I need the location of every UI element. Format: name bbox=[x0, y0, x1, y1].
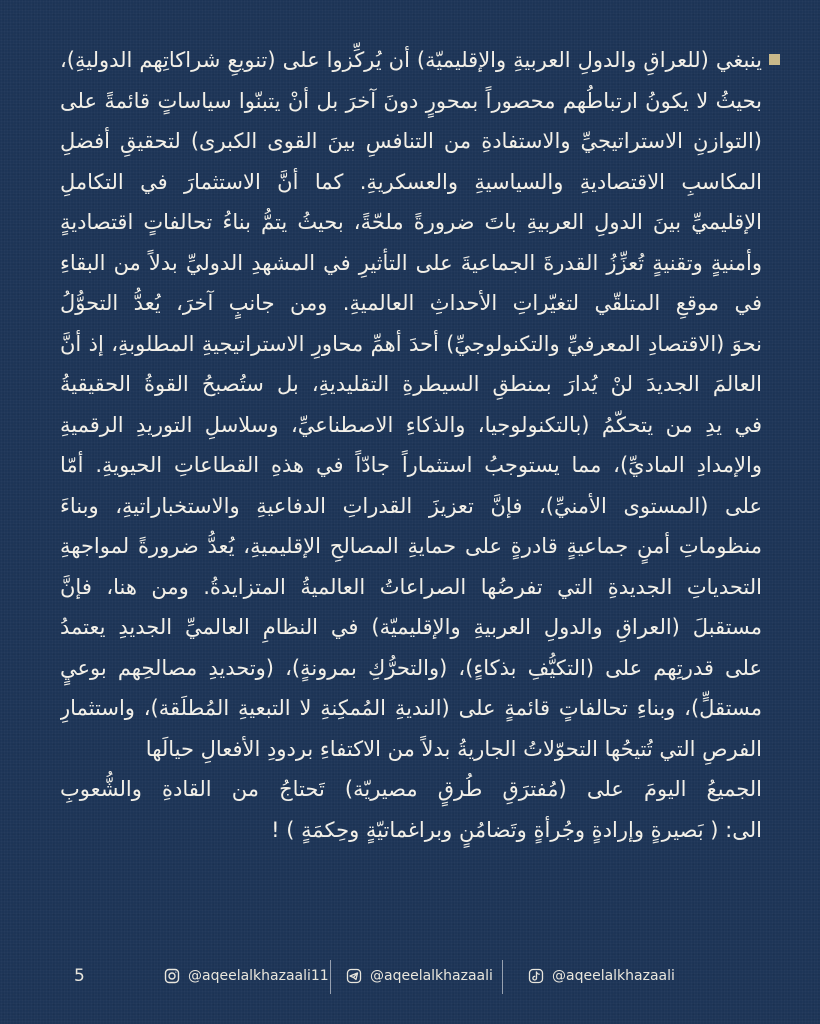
body-line: الإقليميِّ بينَ الدولِ العربيةِ باتَ ضرورةً ملحّةً، بحيثُ يتمُّ بناءُ تحالفاتٍ اقتصاديةٍ bbox=[60, 210, 762, 234]
body-line: وأمنيةٍ وتقنيةٍ تُعزِّزُ القدرةَ الجماعيةَ على التأثيرِ في المشهدِ الدوليِّ بدلاً من البقاءِ bbox=[60, 250, 762, 275]
body-line: على قدرتِهم على (التكيُّفِ بذكاءٍ)، (والتحرُّكِ بمرونةٍ)، (وتحديدِ مصالحِهم بوعيٍ bbox=[60, 655, 762, 680]
body-line: العالمَ الجديدَ لنْ يُدارَ بمنطقِ السيطرةِ التقليديةِ، بل ستُصبحُ القوةُ الحقيقيةُ bbox=[60, 372, 762, 396]
body-line: الفرصِ التي تُتيحُها التحوّلاتُ الجاريةُ بدلاً من الاكتفاءِ بردودِ الأفعالِ حيالَها bbox=[145, 736, 762, 761]
body-line: المكاسبِ الاقتصاديةِ والسياسيةِ والعسكريةِ. كما أنَّ الاستثمارَ في التكاملِ bbox=[60, 169, 762, 194]
body-line: في يدِ من يتحكّمُ (بالتكنولوجيا، والذكاءِ الاصطناعيِّ، وسلاسلِ التوريدِ الرقميةِ bbox=[60, 412, 762, 437]
body-line: ينبغي (للعراقِ والدولِ العربيةِ والإقليميّة) أن يُركِّزوا على (تنويعِ شراكاتِهم الدوليةِ)، bbox=[60, 48, 762, 72]
bullet-marker bbox=[769, 54, 780, 65]
body-line: على (المستوى الأمنيِّ)، فإنَّ تعزيزَ القدراتِ الدفاعيةِ والاستخباراتيةِ، وبناءَ bbox=[60, 493, 762, 518]
body-line: والإمدادِ الماديِّ)، مما يستوجبُ استثماراً جادّاً في هذهِ القطاعاتِ الحيويةِ. أمّا bbox=[60, 453, 762, 477]
telegram-handle-link[interactable] bbox=[346, 968, 493, 984]
body-line: التحدياتِ الجديدةِ التي تفرضُها الصراعاتُ العالميةُ المتزايدةُ. ومن هنا، فإنَّ bbox=[60, 574, 762, 599]
body-line: الجميعُ اليومَ على (مُفترَقِ طُرقٍ مصيريّة) تَحتاجُ من القادةِ والشُّعوبِ bbox=[60, 777, 762, 801]
instagram-handle-text: @aqeelalkhazaali11 bbox=[188, 968, 329, 984]
body-line: في موقعِ المتلقّي لتغيّراتِ الأحداثِ العالميةِ. ومن جانبٍ آخرَ، يُعدُّ التحوُّلُ bbox=[60, 291, 762, 315]
instagram-icon bbox=[164, 968, 180, 984]
tiktok-handle-link[interactable] bbox=[528, 968, 675, 984]
footer-divider bbox=[502, 960, 503, 994]
body-text bbox=[60, 40, 762, 850]
telegram-icon bbox=[346, 968, 362, 984]
tiktok-icon bbox=[528, 968, 544, 984]
body-line: بحيثُ لا يكونُ ارتباطُهم محصوراً بمحورٍ دونَ آخرَ بل أنْ يتبنّوا سياساتٍ قائمةً على bbox=[60, 88, 762, 113]
body-line: (التوازنِ الاستراتيجيِّ والاستفادةِ من التنافسِ بينَ القوى الكبرى) لتحقيقِ أفضلِ bbox=[60, 129, 762, 153]
telegram-handle-text: @aqeelalkhazaali bbox=[370, 968, 493, 984]
body-line: مستقلٍّ)، وبناءِ تحالفاتٍ قائمةٍ على (النديةِ المُمكِنةِ لا التبعيةِ المُطلَقة)، واستثمارِ bbox=[60, 696, 762, 720]
instagram-handle-link[interactable] bbox=[164, 968, 329, 984]
body-line: نحوَ (الاقتصادِ المعرفيِّ والتكنولوجيِّ) أحدَ أهمِّ محاورِ الاستراتيجيةِ المطلوبةِ، إذ أنَّ bbox=[60, 331, 762, 356]
page-number: 5 bbox=[74, 966, 85, 986]
body-line: الى: ( بَصيرةٍ وإرادةٍ وجُرأةٍ وتَضامُنٍ وبراغماتيّةٍ وحِكمَةٍ ) ! bbox=[271, 817, 762, 842]
tiktok-handle-text: @aqeelalkhazaali bbox=[552, 968, 675, 984]
body-line: مستقبلَ (العراقِ والدولِ العربيةِ والإقليميّة) في النظامِ العالميِّ الجديدِ يعتمدُ bbox=[60, 615, 762, 639]
page-footer bbox=[0, 958, 820, 998]
footer-divider bbox=[330, 960, 331, 994]
body-line: منظوماتِ أمنٍ جماعيةٍ قادرةٍ على حمايةِ المصالحِ الإقليميةِ، يُعدُّ ضرورةً لمواجهةِ bbox=[60, 534, 762, 558]
